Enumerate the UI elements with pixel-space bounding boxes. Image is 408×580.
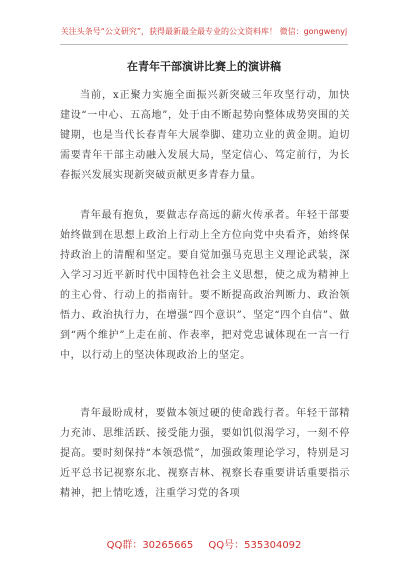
header-divider [60, 44, 348, 45]
paragraph-1: 当前，x正聚力实施全面振兴新突破三年攻坚行动，加快建设“一中心、五高地”，处于由不断起势向整体成势突围的关键期，也是当代长春青年大展拳脚、建功立业的黄金期。迫切需要青年干部主动融入发展大局，坚定信心、笃定前行，为长春振兴发展实现新突破贡献更多青春力量。 [60, 90, 350, 181]
document-title: 在青年干部演讲比赛上的演讲稿 [127, 60, 281, 73]
paragraph-2: 青年最有抱负，要做志存高远的薪火传承者。年轻干部要始终做到在思想上政治上行动上全方位向党中央看齐，始终保持政治上的清醒和坚定。要自觉加强马克思主义理论武装，深入学习习近平新时代中国特色社会主义思想，使之成为精神上的主心骨、行动上的指南针。要不断提高政治判断力、政治领悟力、政治执行力，在增强“四个意识”、坚定“四个自信”、做到“两个维护”上走在前、作表率，把对党忠诚体现在一言一行中，以行动上的坚决体现政治上的坚定。 [60, 210, 350, 361]
paragraph-3: 青年最盼成材，要做本领过硬的使命践行者。年轻干部精力充沛、思维活跃、接受能力强，要如饥似渴学习，一刻不停提高。要时刻保持“本领恐慌”，加强政策理论学习，特别是习近平总书记视察东北、视察吉林、视察长春重要讲话重要指示精神，把上情吃透，注重学习党的各项 [60, 408, 350, 499]
header-note: 关注头条号“公文研究”，获得最新最全最专业的公文资料库！ 微信：gongwenyj [60, 27, 348, 36]
footer-qq-number: QQ号：535304092 [208, 540, 302, 551]
footer-qq-group: QQ群：30265665 [106, 540, 194, 551]
footer-contact [0, 536, 408, 551]
